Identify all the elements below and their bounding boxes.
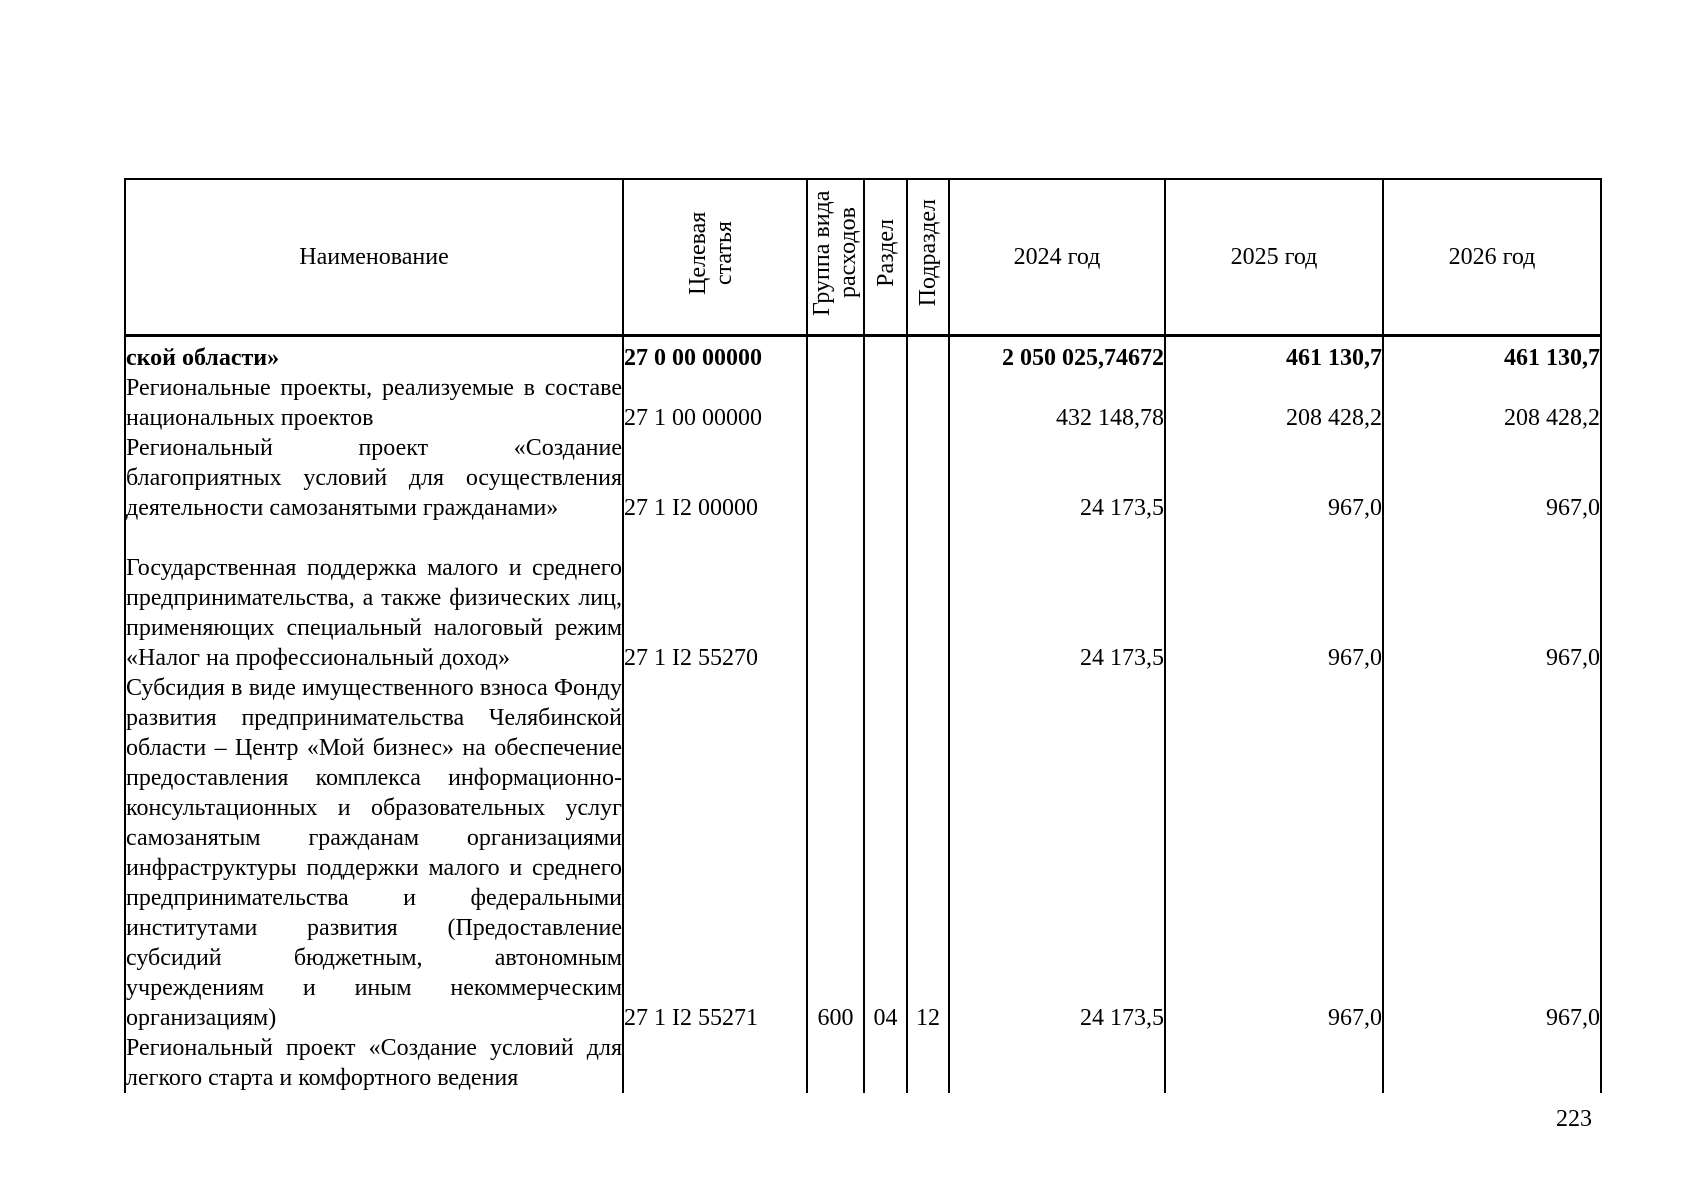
- page-number: 223: [1556, 1106, 1592, 1132]
- table-row: [125, 1033, 1601, 1093]
- row-target-article: 27 1 00 00000: [623, 373, 807, 433]
- header-name: Наименование: [125, 179, 623, 336]
- header-row: [125, 179, 1601, 336]
- row-section: [864, 523, 907, 673]
- row-subsection: [907, 433, 949, 523]
- header-section: Раздел: [864, 179, 907, 336]
- row-2026: 461 130,7: [1383, 336, 1601, 374]
- row-2025: 967,0: [1165, 523, 1383, 673]
- row-2024: 432 148,78: [949, 373, 1165, 433]
- header-2025: 2025 год: [1165, 179, 1383, 336]
- row-name: Региональные проекты, реализуемые в составе национальных проектов: [126, 375, 622, 431]
- budget-table: [124, 178, 1602, 1093]
- row-target-article: 27 1 I2 00000: [623, 433, 807, 523]
- row-2025: [1165, 1033, 1383, 1093]
- row-target-article: [623, 1033, 807, 1093]
- row-2024: 24 173,5: [949, 673, 1165, 1033]
- row-2026: 967,0: [1383, 433, 1601, 523]
- row-expense-group: [807, 373, 864, 433]
- header-2024: 2024 год: [949, 179, 1165, 336]
- table-row: [125, 373, 1601, 433]
- row-section: [864, 1033, 907, 1093]
- row-section: [864, 336, 907, 374]
- row-2026: 208 428,2: [1383, 373, 1601, 433]
- row-subsection: 12: [907, 673, 949, 1033]
- row-subsection: [907, 523, 949, 673]
- row-name: ской области»: [125, 336, 623, 374]
- header-expense-group: Группа вида расходов: [807, 179, 864, 336]
- row-2024: 24 173,5: [949, 433, 1165, 523]
- row-name: Региональный проект «Создание благоприятных условий для осуществления деятельности самозанятыми гражданами»: [126, 435, 622, 521]
- row-subsection: [907, 336, 949, 374]
- row-expense-group: [807, 336, 864, 374]
- table-row: [125, 673, 1601, 1033]
- row-name: Региональный проект «Создание условий для легкого старта и комфортного ведения: [126, 1035, 622, 1091]
- row-2026: [1383, 1033, 1601, 1093]
- header-2026: 2026 год: [1383, 179, 1601, 336]
- row-expense-group: [807, 1033, 864, 1093]
- row-2025: 967,0: [1165, 673, 1383, 1033]
- row-2025: 208 428,2: [1165, 373, 1383, 433]
- row-2026: 967,0: [1383, 523, 1601, 673]
- row-subsection: [907, 373, 949, 433]
- row-2026: 967,0: [1383, 673, 1601, 1033]
- row-name: Субсидия в виде имущественного взноса Фонду развития предпринимательства Челябинской области – Центр «Мой бизнес» на обеспечение предоставления комплекса информационно-консультационных и образовательных услуг самозанятым гражданам организациями инфраструктуры поддержки малого и среднего предпринимательства и федеральными институтами развития (Предоставление субсидий бюджетным, автономным учреждениям и иным некоммерческим организациям): [126, 675, 622, 1031]
- header-subsection: Подраздел: [907, 179, 949, 336]
- row-target-article: 27 1 I2 55270: [623, 523, 807, 673]
- row-target-article: 27 1 I2 55271: [623, 673, 807, 1033]
- row-section: [864, 433, 907, 523]
- row-2025: 967,0: [1165, 433, 1383, 523]
- row-2024: 24 173,5: [949, 523, 1165, 673]
- row-name: Государственная поддержка малого и среднего предпринимательства, а также физических лиц, применяющих специальный налоговый режим «Налог на профессиональный доход»: [125, 523, 623, 673]
- table-row: [125, 433, 1601, 523]
- header-target-article: Целевая статья: [623, 179, 807, 336]
- row-target-article: 27 0 00 00000: [623, 336, 807, 374]
- table-row: [125, 523, 1601, 673]
- row-expense-group: 600: [807, 673, 864, 1033]
- row-section: [864, 373, 907, 433]
- row-expense-group: [807, 433, 864, 523]
- row-2024: [949, 1033, 1165, 1093]
- row-2025: 461 130,7: [1165, 336, 1383, 374]
- row-expense-group: [807, 523, 864, 673]
- table-row: [125, 336, 1601, 374]
- row-subsection: [907, 1033, 949, 1093]
- row-section: 04: [864, 673, 907, 1033]
- row-2024: 2 050 025,74672: [949, 336, 1165, 374]
